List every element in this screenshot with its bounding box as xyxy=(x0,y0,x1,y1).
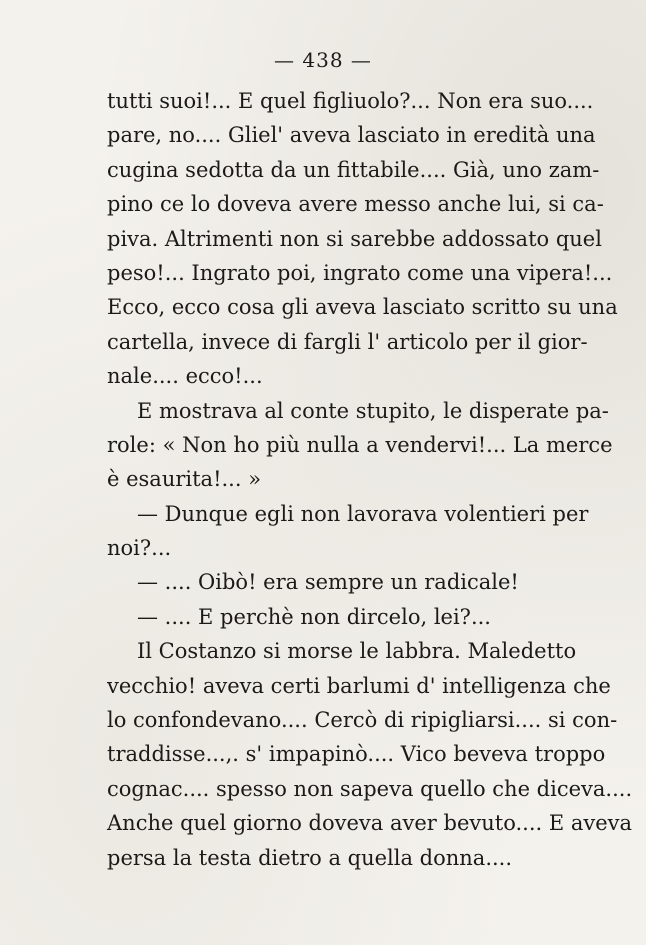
text-line: nale.... ecco!... xyxy=(107,364,263,389)
text-line: — .... E perchè non dircelo, lei?... xyxy=(137,604,491,629)
text-line: traddisse...,. s' impapinò.... Vico beveva troppo xyxy=(107,742,606,767)
page-number: — 438 — xyxy=(274,48,372,72)
text-line: tutti suoi!... E quel figliuolo?... Non era suo.... xyxy=(107,89,594,113)
text-line: E mostrava al conte stupito, le disperate pa- xyxy=(137,398,609,423)
text-line: piva. Altrimenti non si sarebbe addossato quel xyxy=(107,226,602,251)
text-line: Anche quel giorno doveva aver bevuto.... E aveva xyxy=(107,811,633,836)
text-line: è esaurita!... » xyxy=(107,467,262,492)
text-line: — .... Oibò! era sempre un radicale! xyxy=(137,570,519,595)
text-line: cognac.... spesso non sapeva quello che diceva.... xyxy=(107,776,633,801)
text-line: peso!... Ingrato poi, ingrato come una vipera!... xyxy=(107,260,613,285)
text-line: Il Costanzo si morse le labbra. Maledetto xyxy=(137,639,577,664)
text-line: persa la testa dietro a quella donna.... xyxy=(107,845,513,870)
text-line: cartella, invece di fargli l' articolo per il gior- xyxy=(107,329,588,354)
text-line: role: « Non ho più nulla a vendervi!... La merce xyxy=(107,432,613,457)
text-line: vecchio! aveva certi barlumi d' intelligenza che xyxy=(107,673,611,698)
text-line: — Dunque egli non lavorava volentieri per xyxy=(137,501,589,526)
text-line: lo confondevano.... Cercò di ripigliarsi.... si con- xyxy=(107,708,618,733)
text-line: noi?... xyxy=(107,536,172,561)
body-text xyxy=(107,84,633,875)
text-line: pino ce lo doveva avere messo anche lui, si ca- xyxy=(107,192,604,217)
text-line: pare, no.... Gliel' aveva lasciato in eredità una xyxy=(107,123,596,148)
text-line: cugina sedotta da un fittabile.... Già, uno zam- xyxy=(107,157,600,182)
text-line: Ecco, ecco cosa gli aveva lasciato scritto su una xyxy=(107,295,618,320)
